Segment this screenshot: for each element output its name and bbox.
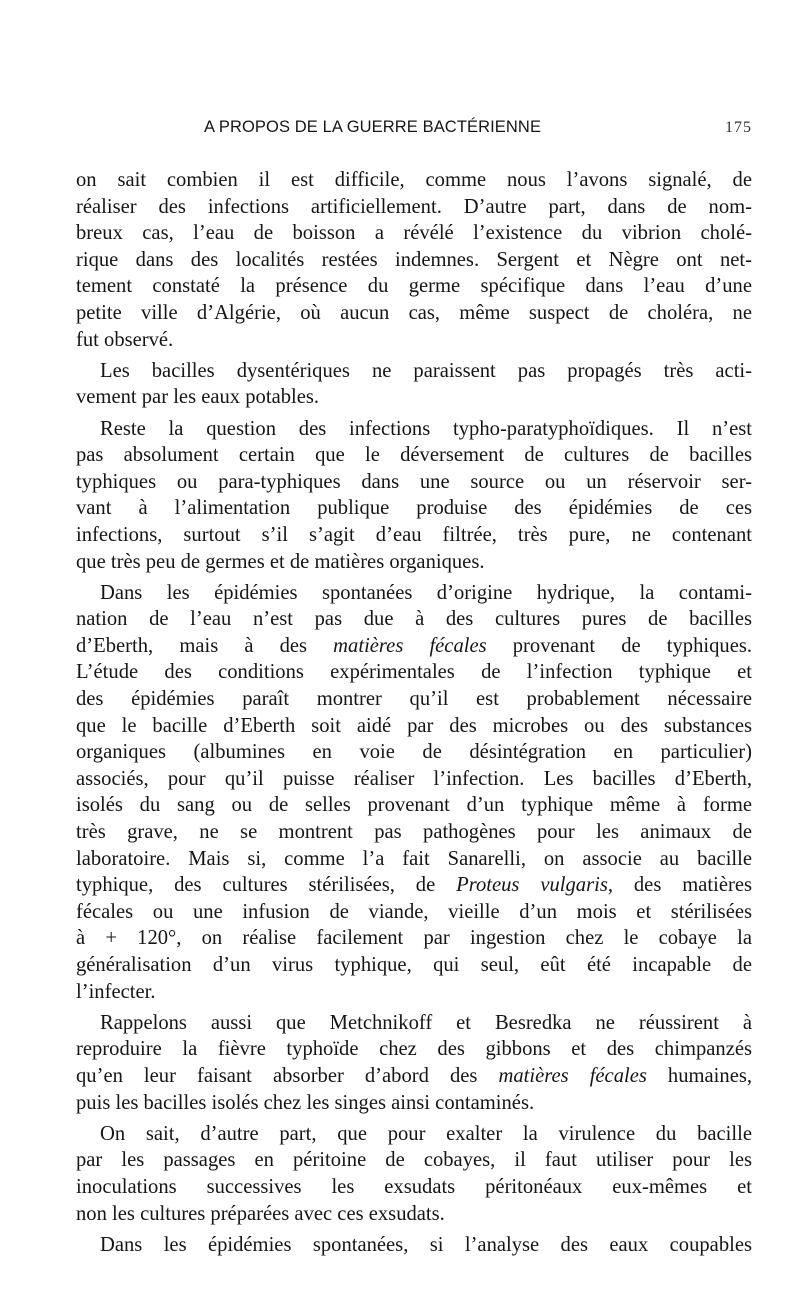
text-line: rique dans des localités restées indemnes. Sergent et Nègre ont net- <box>76 248 752 271</box>
text-line: organiques (albumines en voie de désintégration en particulier) <box>76 741 752 764</box>
text-line: des épidémies paraît montrer qu’il est probablement nécessaire <box>76 688 752 711</box>
text-line: non les cultures préparées avec ces exsudats. <box>76 1202 445 1225</box>
text-line: nation de l’eau n’est pas due à des cultures pures de bacilles <box>76 608 752 631</box>
text-line: fut observé. <box>76 328 174 351</box>
text-line: breux cas, l’eau de boisson a révélé l’existence du vibrion cholé- <box>76 222 752 245</box>
paragraph <box>76 1010 752 1116</box>
text-line: vant à l’alimentation publique produise des épidémies de ces <box>76 497 752 520</box>
text-line: vement par les eaux potables. <box>76 386 320 409</box>
paragraph <box>76 416 752 576</box>
text-line: laboratoire. Mais si, comme l’a fait Sanarelli, on associe au bacille <box>76 847 752 870</box>
text-line: On sait, d’autre part, que pour exalter la virulence du bacille <box>100 1122 752 1145</box>
text-line: Rappelons aussi que Metchnikoff et Besredka ne réussirent à <box>100 1011 752 1034</box>
text-line: associés, pour qu’il puisse réaliser l’infection. Les bacilles d’Eberth, <box>76 767 752 790</box>
paragraph <box>76 580 752 1006</box>
text-line: très grave, ne se montrent pas pathogènes pour les animaux de <box>76 821 752 844</box>
text-line: puis les bacilles isolés chez les singes ainsi contaminés. <box>76 1091 535 1114</box>
text-line: on sait combien il est difficile, comme nous l’avons signalé, de <box>76 169 752 191</box>
text-line: isolés du sang ou de selles provenant d’un typhique même à forme <box>76 794 752 817</box>
text-line: l’infecter. <box>76 980 156 1003</box>
text-line: Reste la question des infections typho-paratyphoïdiques. Il n’est <box>100 417 752 440</box>
text-line: inoculations successives les exsudats péritonéaux eux-mêmes et <box>76 1175 752 1198</box>
text-line: petite ville d’Algérie, où aucun cas, même suspect de choléra, ne <box>76 301 752 324</box>
text-line: par les passages en péritoine de cobayes, il faut utiliser pour les <box>76 1149 752 1172</box>
text-line: fécales ou une infusion de viande, vieille d’un mois et stérilisées <box>76 900 752 923</box>
text-line: Les bacilles dysentériques ne paraissent pas propagés très acti- <box>100 359 752 382</box>
body-text <box>76 167 752 1263</box>
document-page <box>76 0 752 1304</box>
text-line: typhiques ou para-typhiques dans une source ou un réservoir ser- <box>76 470 752 493</box>
text-line: reproduire la fièvre typhoïde chez des gibbons et des chimpanzés <box>76 1038 752 1061</box>
running-title: A PROPOS DE LA GUERRE BACTÉRIENNE <box>204 118 542 136</box>
text-line: qu’en leur faisant absorber d’abord des matières fécales humaines, <box>76 1064 752 1087</box>
text-line: typhique, des cultures stérilisées, de Proteus vulgaris, des matières <box>76 874 752 897</box>
text-line: Dans les épidémies spontanées, si l’analyse des eaux coupables <box>100 1233 752 1256</box>
text-line: d’Eberth, mais à des matières fécales provenant de typhiques. <box>76 634 752 657</box>
page-number: 175 <box>725 119 752 136</box>
text-line: que le bacille d’Eberth soit aidé par des microbes ou des substances <box>76 714 752 737</box>
text-line: que très peu de germes et de matières organiques. <box>76 550 485 573</box>
text-line: réaliser des infections artificiellement. D’autre part, dans de nom- <box>76 195 752 218</box>
paragraph <box>76 1121 752 1227</box>
text-line: infections, surtout s’il s’agit d’eau filtrée, très pure, ne contenant <box>76 523 752 546</box>
text-line: Dans les épidémies spontanées d’origine hydrique, la contami- <box>100 581 752 604</box>
text-line: pas absolument certain que le déversement de cultures de bacilles <box>76 444 752 467</box>
paragraph <box>76 358 752 411</box>
running-header <box>76 118 752 144</box>
text-line: à + 120°, on réalise facilement par ingestion chez le cobaye la <box>76 927 752 950</box>
paragraph <box>76 167 752 353</box>
paragraph <box>76 1232 752 1259</box>
text-line: généralisation d’un virus typhique, qui seul, eût été incapable de <box>76 954 752 976</box>
text-line: tement constaté la présence du germe spécifique dans l’eau d’une <box>76 275 752 298</box>
text-line: L’étude des conditions expérimentales de l’infection typhique et <box>76 661 752 684</box>
